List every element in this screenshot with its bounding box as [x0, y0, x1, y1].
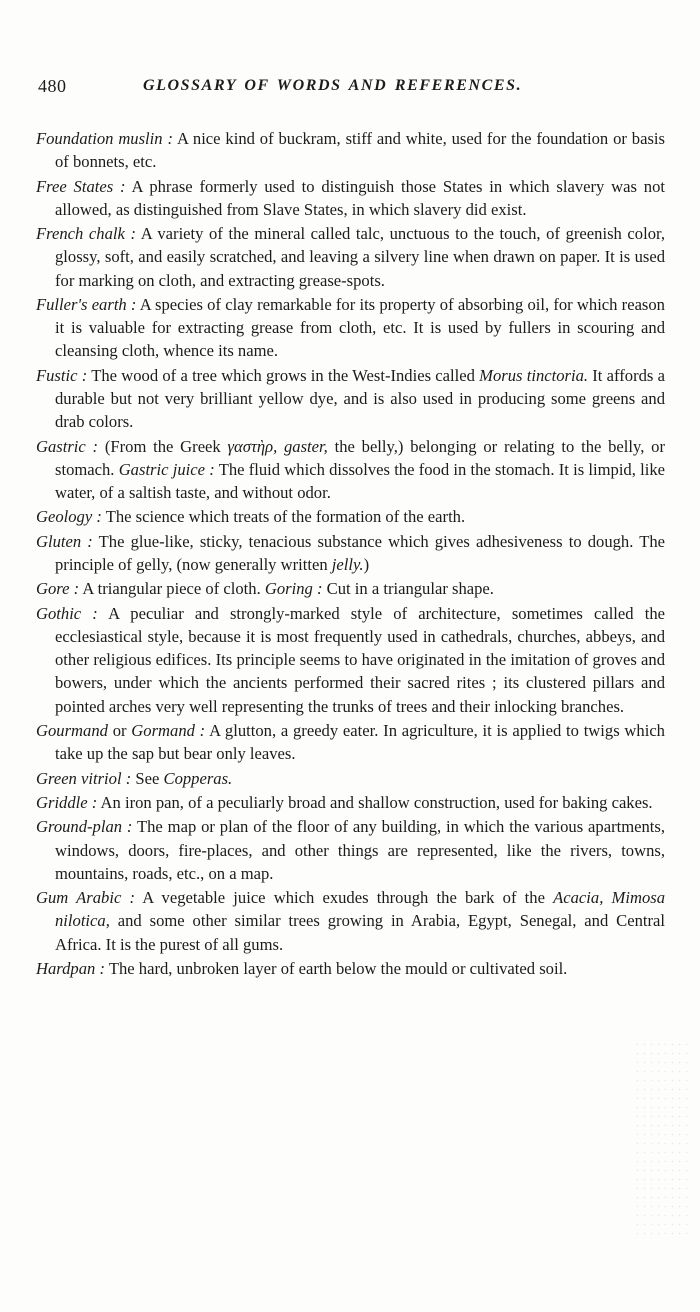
entry-text: or [107, 720, 132, 740]
glossary-entry [36, 767, 665, 790]
entry-italic-text: Gormand : [131, 720, 206, 740]
entry-text: See [131, 768, 164, 788]
entry-italic-text: Griddle : [36, 792, 98, 812]
entry-text: Cut in a triangular shape. [322, 579, 494, 599]
entry-italic-text: Hardpan : [36, 958, 105, 978]
entry-italic-text: Green vitriol : [36, 768, 132, 788]
glossary-entry [36, 364, 665, 434]
entry-text: An iron pan, of a peculiarly broad and shallow construction, used for baking cakes. [97, 792, 653, 812]
entry-italic-text: jelly. [331, 554, 364, 574]
glossary-entry [36, 293, 665, 363]
entry-text: A nice kind of buckram, stiff and white, used for the foundation or basis of bonnets, etc. [55, 129, 665, 172]
glossary-entry [36, 127, 665, 173]
glossary-entries [36, 127, 665, 981]
entry-text: The hard, unbroken layer of earth below the mould or cultivated soil. [104, 958, 568, 978]
glossary-entry [36, 435, 665, 505]
entry-text: A species of clay remarkable for its property of absorbing oil, for which reason it is valuable for extracting grease from cloth, etc. It is used by fullers in scouring and cleansing cloth, whence its name. [55, 294, 665, 361]
glossary-entry [36, 175, 665, 221]
entry-text: the belly,) belonging or relating to the belly, or stomach. [55, 436, 665, 479]
glossary-entry [36, 886, 665, 956]
page-header [38, 76, 658, 102]
entry-italic-text: Gothic : [36, 603, 98, 623]
entry-italic-text: Copperas. [163, 768, 233, 788]
entry-italic-text: Fuller's earth : [36, 294, 137, 314]
glossary-entry [36, 815, 665, 885]
entry-italic-text: Gastric : [36, 436, 99, 456]
entry-text: A variety of the mineral called talc, unctuous to the touch, of greenish color, glossy, soft, and easily scratched, and leaving a silvery line when drawn on paper. It is used for marking on cloth, and extracting grease-spots. [55, 224, 666, 290]
entry-text: (From the Greek [98, 436, 228, 456]
running-title: GLOSSARY OF WORDS AND REFERENCES. [143, 77, 523, 94]
entry-text: It affords a durable but not very brilliant yellow dye, and is also used in producing some greens and drab colors. [55, 365, 665, 432]
entry-italic-text: Morus tinctoria. [479, 365, 589, 385]
glossary-entry [36, 577, 665, 600]
entry-text: The glue-like, sticky, tenacious substance which gives adhesiveness to dough. The principle of gelly, (now generally written [55, 531, 666, 574]
entry-text: ) [363, 554, 370, 574]
glossary-entry [36, 957, 665, 980]
entry-italic-text: Acacia, Mimosa nilotica, [55, 888, 665, 931]
entry-text: A vegetable juice which exudes through the bark of the [135, 888, 554, 908]
entry-italic-text: Gore : [36, 579, 80, 599]
glossary-entry [36, 719, 665, 765]
entry-text: A phrase formerly used to distinguish those States in which slavery was not allowed, as distinguished from Slave States, in which slavery did exist. [55, 176, 665, 219]
entry-text: The science which treats of the formation of the earth. [101, 507, 466, 527]
entry-text: A glutton, a greedy eater. In agriculture, it is applied to twigs which take up the sap but bear only leaves. [55, 720, 665, 764]
entry-italic-text: Gourmand [36, 720, 108, 740]
entry-italic-text: Gluten : [36, 531, 93, 551]
entry-text: A peculiar and strongly-marked style of architecture, sometimes called the ecclesiastical style, because it is most frequently used in cathedrals, churches, abbeys, and other religious edifices. Its principle seems to have originated in the imitation of groves and bowers, under which the ancients performed their sacred rites ; its clustered pillars and pointed arches very well representing the trunks of trees and their inlocking branches. [55, 603, 665, 716]
entry-text: The fluid which dissolves the food in the stomach. It is limpid, like water, of a saltish taste, and without odor. [55, 459, 665, 502]
entry-italic-text: Goring : [264, 579, 323, 599]
entry-italic-text: Gastric juice : [118, 459, 215, 479]
entry-text: and some other similar trees growing in Arabia, Egypt, Senegal, and Central Africa. It is the purest of all gums. [55, 911, 665, 954]
entry-italic-text: γαστὴρ, gaster, [227, 436, 328, 456]
entry-italic-text: Fustic : [36, 365, 88, 385]
glossary-entry [36, 602, 665, 718]
entry-italic-text: Geology : [36, 507, 102, 527]
entry-text: A triangular piece of cloth. [79, 579, 265, 599]
entry-text: The wood of a tree which grows in the West-Indies called [87, 365, 480, 385]
paper-speckle [634, 1040, 692, 1240]
glossary-entry [36, 530, 665, 576]
entry-italic-text: French chalk : [36, 224, 136, 244]
entry-italic-text: Gum Arabic : [36, 888, 136, 908]
glossary-entry [36, 505, 665, 528]
entry-italic-text: Free States : [36, 176, 126, 196]
glossary-entry [36, 222, 665, 292]
entry-italic-text: Ground-plan : [36, 817, 133, 837]
glossary-entry [36, 791, 665, 814]
page-number: 480 [38, 76, 67, 96]
entry-text: The map or plan of the floor of any building, in which the various apartments, windows, doors, fire-places, and other things are represented, like the rivers, towns, mountains, roads, etc., on a map. [55, 817, 666, 883]
entry-italic-text: Foundation muslin : [36, 129, 173, 148]
